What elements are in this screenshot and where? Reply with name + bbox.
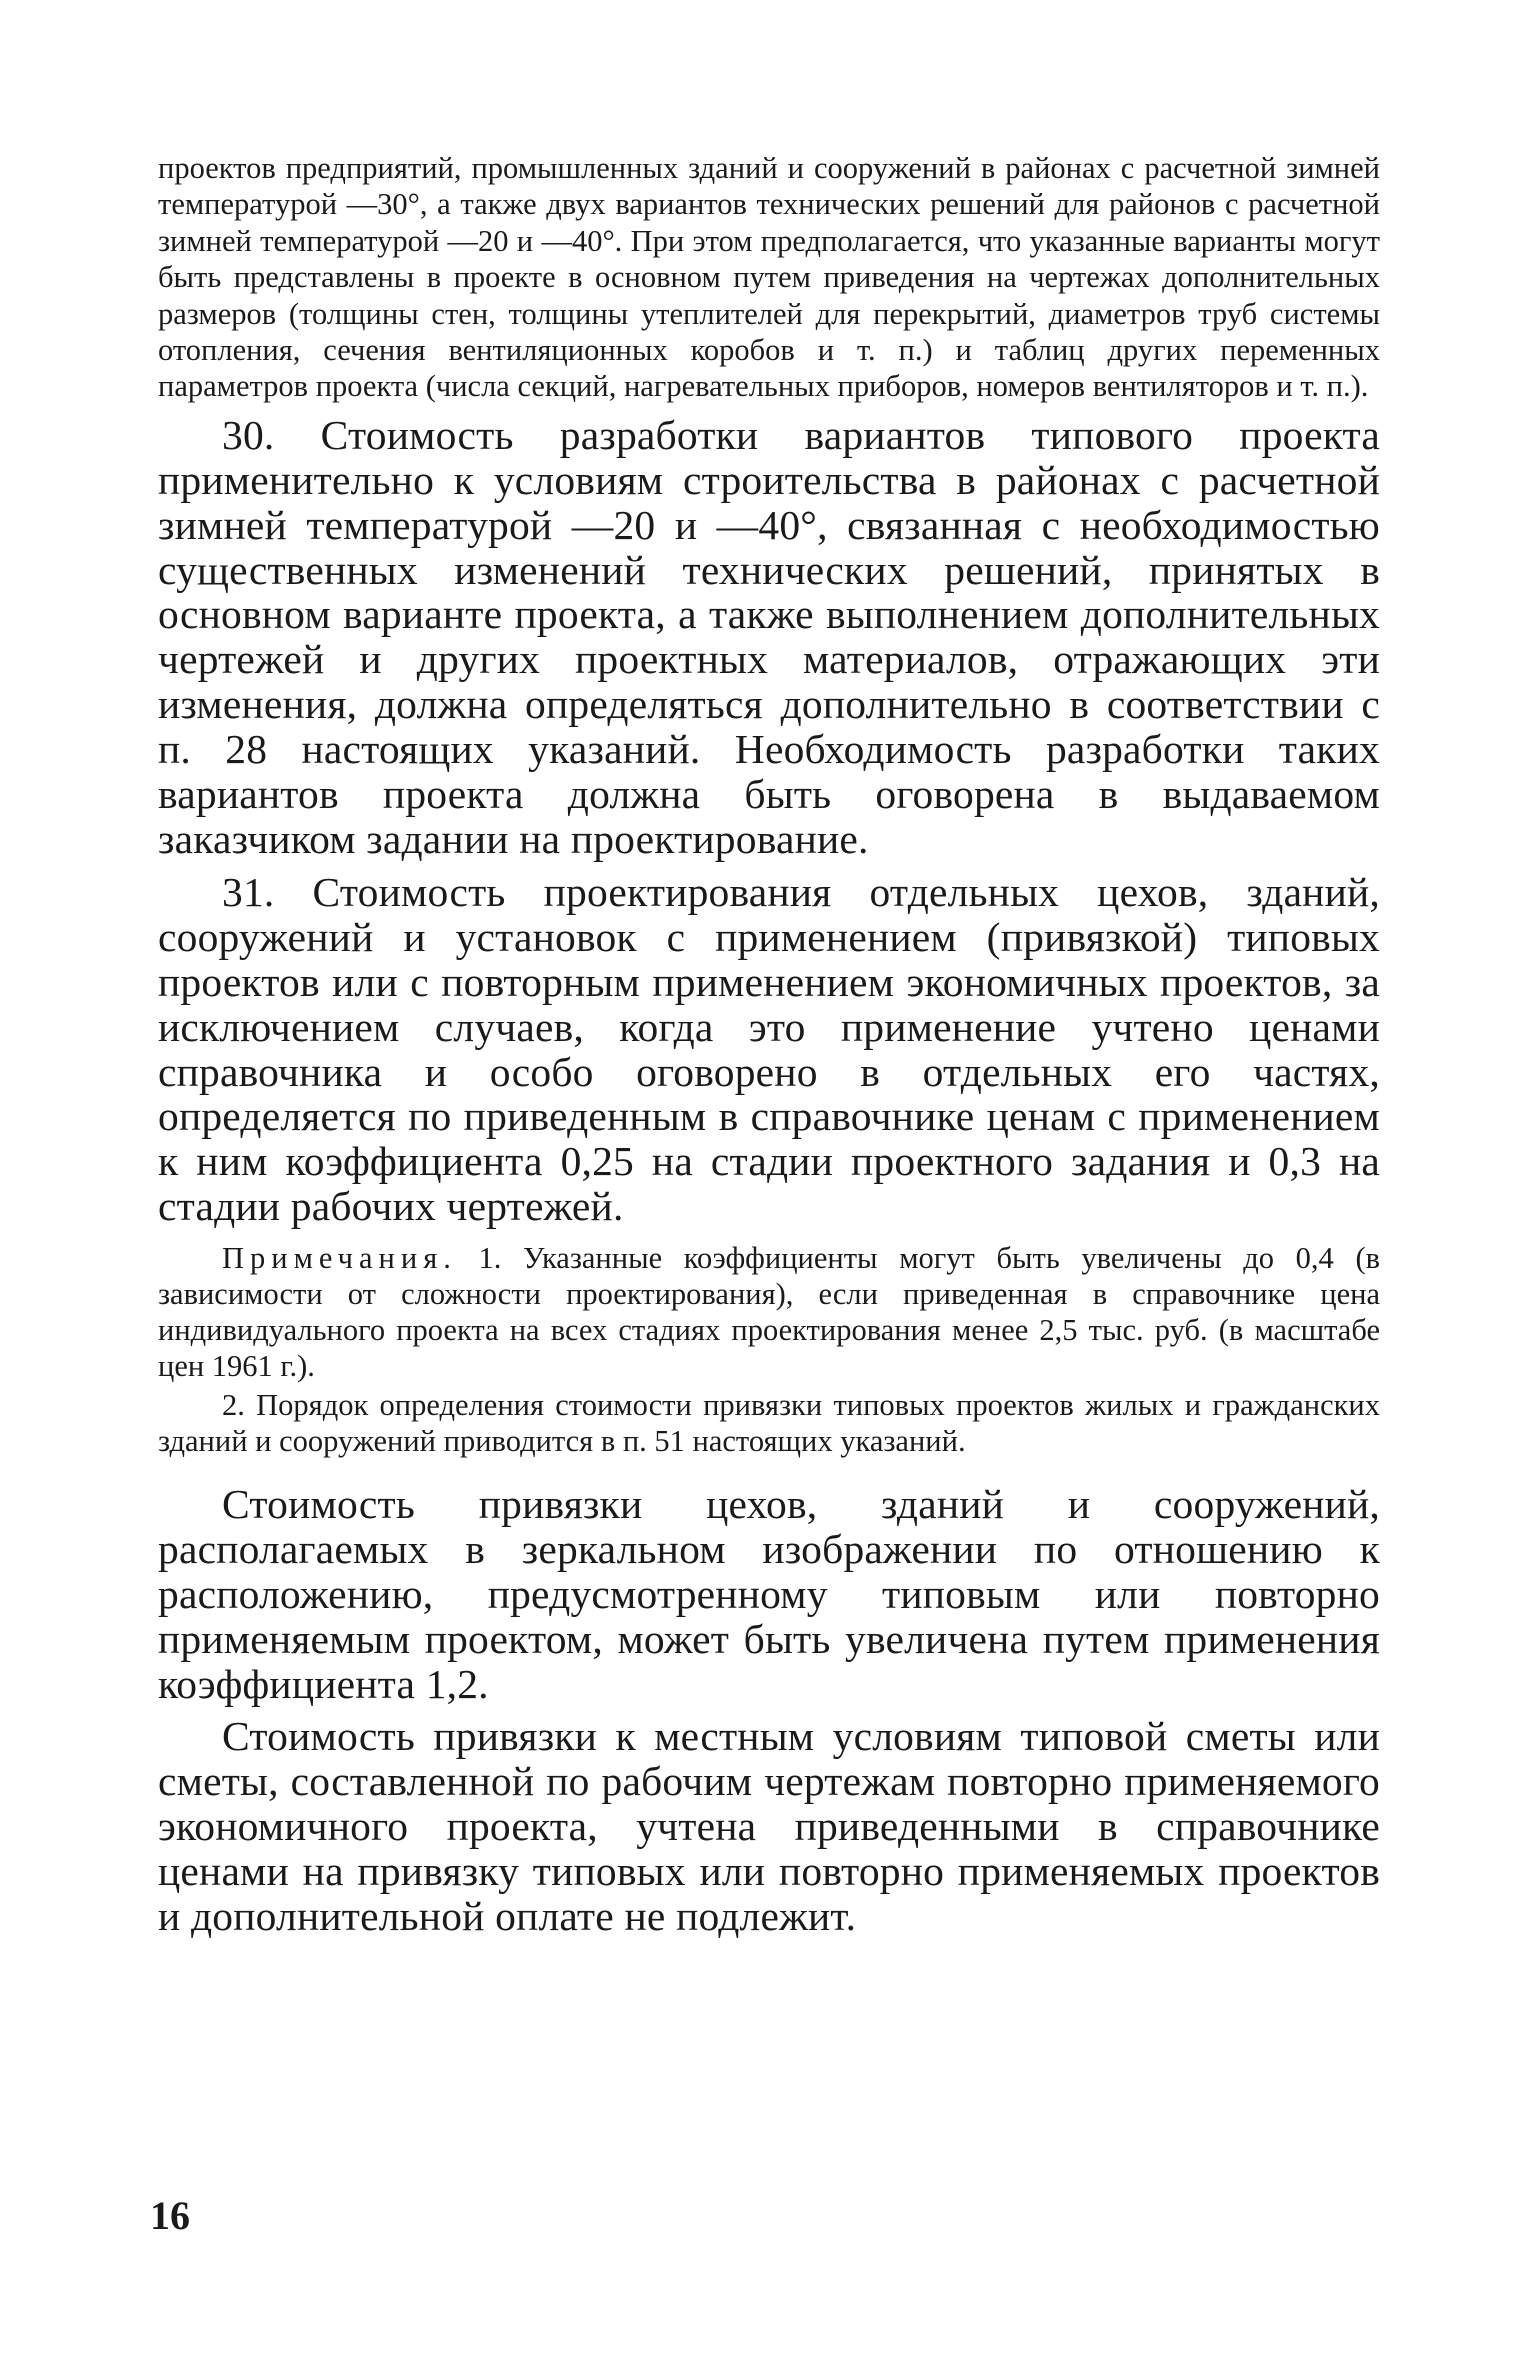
paragraph-30: 30. Стоимость разработки вариантов типового проекта применительно к условиям строительства в районах с расчетной зимней температурой —20 и —40°, связанная с необходимостью существенных изменений технических решений, принятых в основном варианте проекта, а также выполнением дополнительных чертежей и других проектных материалов, отражающих эти изменения, должна определяться дополнительно в соответствии с п. 28 настоящих указаний. Необходимость разработки таких вариантов проекта должна быть оговорена в выдаваемом заказчиком задании на проектирование. (158, 411, 1380, 862)
paragraph-estimate: Стоимость привязки к местным условиям типовой сметы или сметы, составленной по рабочим чертежам повторно применяемого экономичного проекта, учтена приведенными в справочнике ценами на привязку типовых или повторно применяемых проектов и дополнительной оплате не подлежит. (158, 1713, 1380, 1940)
note-2: 2. Порядок определения стоимости привязки типовых проектов жилых и гражданских зданий и сооружений приводится в п. 51 настоящих указаний. (158, 1388, 1380, 1459)
document-page (158, 150, 1380, 1939)
paragraph-mirror: Стоимость привязки цехов, зданий и сооружений, располагаемых в зеркальном изображении по отношению к расположению, предусмотренному типовым или повторно применяемым проектом, может быть увеличена путем применения коэффициента 1,2. (158, 1480, 1380, 1707)
paragraph-31: 31. Стоимость проектирования отдельных цехов, зданий, сооружений и установок с применением (привязкой) типовых проектов или с повторным применением экономичных проектов, за исключением случаев, когда это применение учтено ценами справочника и особо оговорено в отдельных его частях, определяется по приведенным в справочнике ценам с применением к ним коэффициента 0,25 на стадии проектного задания и 0,3 на стадии рабочих чертежей. (158, 868, 1380, 1230)
page-number: 16 (150, 2193, 190, 2238)
note-1 (158, 1241, 1380, 1384)
notes-block (158, 1241, 1380, 1460)
notes-heading: Примечания. (222, 1241, 457, 1276)
note-1-text: 1. Указанные коэффициенты могут быть увеличены до 0,4 (в зависимости от сложности проектирования), если приведенная в справочнике цена индивидуального проекта на всех стадиях проектирования менее 2,5 тыс. руб. (в масштабе цен 1961 г.). (158, 1241, 1381, 1383)
intro-paragraph: проектов предприятий, промышленных зданий и сооружений в районах с расчетной зимней температурой —30°, а также двух вариантов технических решений для районов с расчетной зимней температурой —20 и —40°. При этом предполагается, что указанные варианты могут быть представлены в проекте в основном путем приведения на чертежах дополнительных размеров (толщины стен, толщины утеплителей для перекрытий, диаметров труб системы отопления, сечения вентиляционных коробов и т. п.) и таблиц других переменных параметров проекта (числа секций, нагревательных приборов, номеров вентиляторов и т. п.). (158, 151, 1380, 404)
